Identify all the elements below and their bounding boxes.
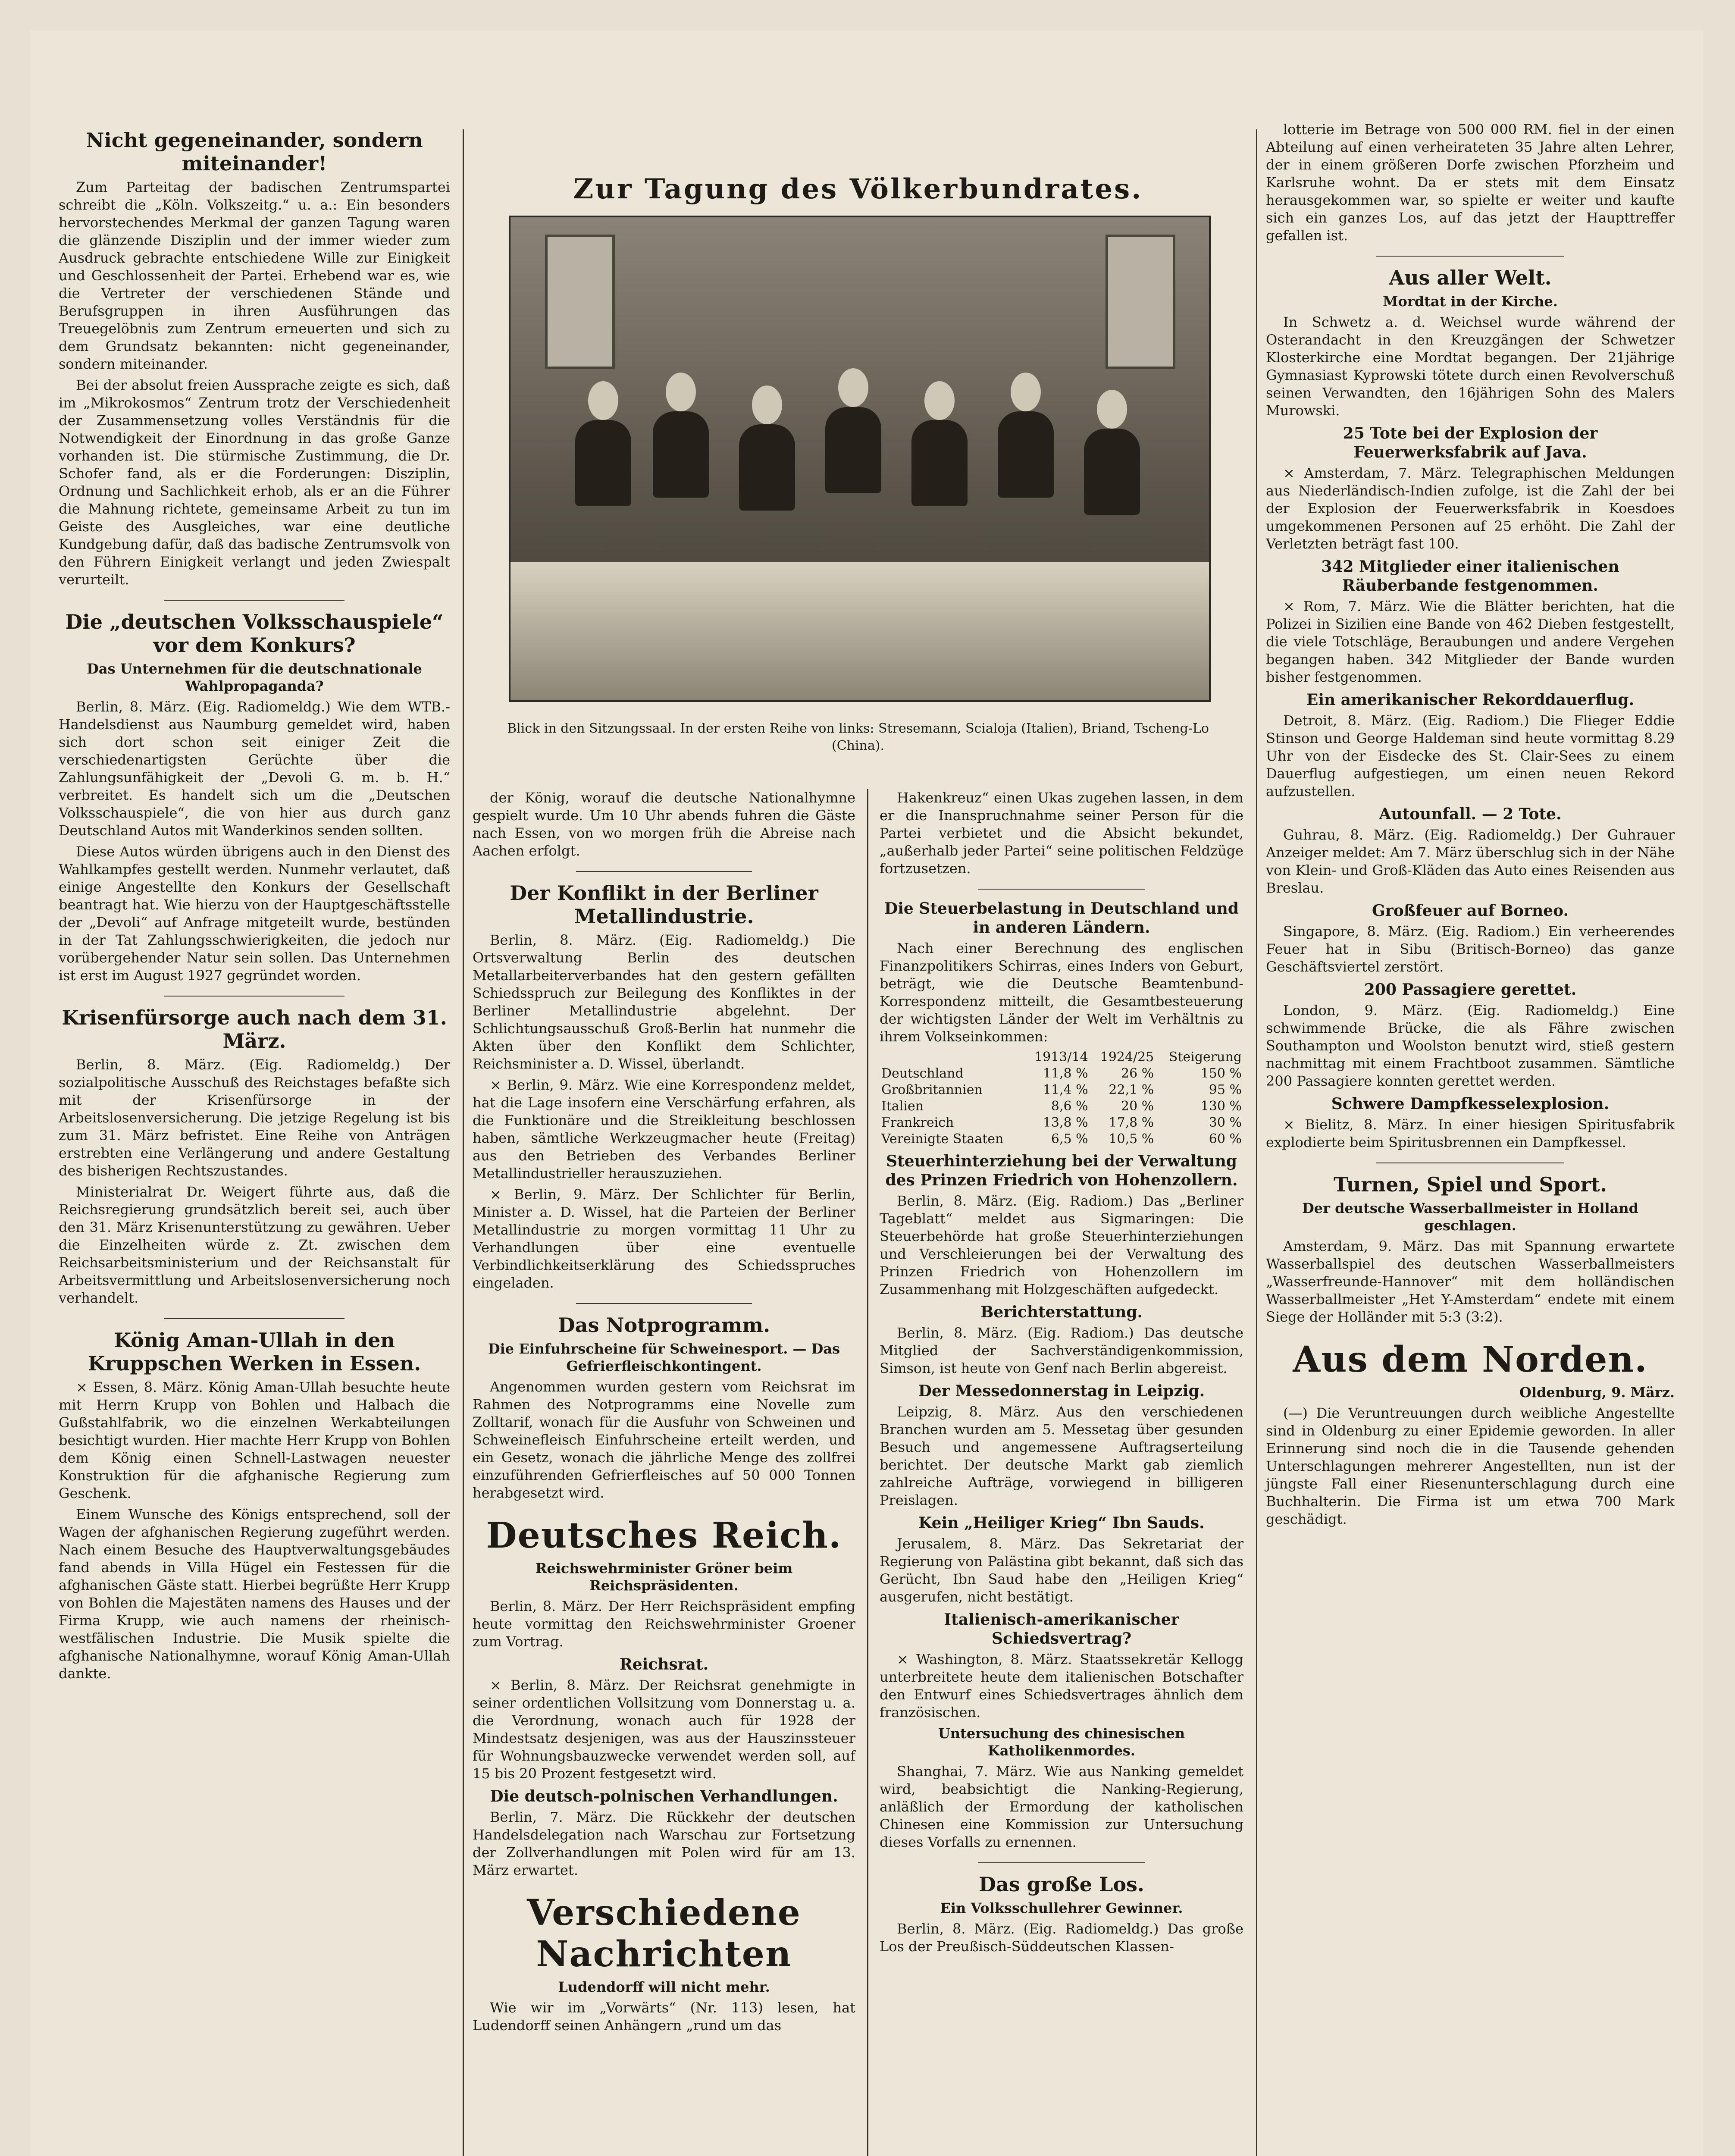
section-title: Aus aller Welt. [1389, 266, 1552, 289]
table-cell: 60 % [1209, 1131, 1242, 1147]
article-paragraph: × Rom, 7. März. Wie die Blätter berichten, hat die Polizei in Sizilien eine Bande von 462 Dieben festgestellt, die viele Totschläge, Beraubungen und andere Vergehen begangen haben. 342 Mitglieder der Bande wurden bisher festgenommen. [1266, 598, 1675, 685]
article-title: Untersuchung des chinesischen Katholikenmordes. [938, 1725, 1185, 1759]
article-paragraph: Guhrau, 8. März. (Eig. Radiomeldg.) Der Guhrauer Anzeiger meldet: Am 7. März überschlug sich in der Nähe von Klein- und Groß-Kläden das Auto eines Reisenden aus Breslau. [1266, 827, 1675, 896]
table-cell: 11,4 % [1043, 1082, 1088, 1097]
article-paragraph: Singapore, 8. März. (Eig. Radiom.) Ein verheerendes Feuer hat in Sibu (Britisch-Borneo) das ganze Geschäftsviertel zerstört. [1266, 923, 1675, 975]
divider [1376, 256, 1564, 257]
article-paragraph: × Bielitz, 8. März. In einer hiesigen Spiritusfabrik explodierte beim Spiritusbrennen ein Dampfkessel. [1266, 1116, 1675, 1150]
photo-caption: Blick in den Sitzungssaal. In der ersten Reihe von links: Stresemann, Scialoja (Italien), Briand, Tscheng-Lo (China). [507, 721, 1209, 753]
table-header-row [880, 1049, 1243, 1065]
article-paragraph: Berlin, 8. März. (Eig. Radiomeldg.) Der sozialpolitische Ausschuß des Reichstages befaßte sich mit der Krisenfürsorge in der Arbeitslosenversicherung. Die jetzige Regelung ist bis zum 31. März befristet. Eine Reihe von Anträgen erstrebten eine Verlängerung und andere Gestaltung des bisherigen Rechtszustandes. [59, 1056, 450, 1179]
article-paragraph: Zum Parteitag der badischen Zentrumspartei schreibt die „Köln. Volkszeitg.“ u. a.: Ein besonders hervorstechendes Merkmal der ganzen Tagung waren die glänzende Disziplin und der immer wieder zum Ausdruck gebrachte entschiedene Wille zur Einigkeit und Geschlossenheit der Partei. Erhebend war es, wie die Vertreter der verschiedenen Stände und Berufsgruppen in ihren Ausführungen das Treuegelöbnis zum Zentrum erneuerten und sich zu dem Grundsatz bekannten: nicht gegeneinander, sondern miteinander. [59, 179, 450, 372]
article-paragraph: Nach einer Berechnung des englischen Finanzpolitikers Schirras, eines Inders von Geburt, beträgt, wie die Deutsche Beamtenbund-Korrespondenz mitteilt, die Gesamtbesteuerung der wichtigsten Länder der Welt im Verhältnis zu ihrem Volkseinkommen: [880, 940, 1243, 1045]
article-paragraph: Berlin, 8. März. (Eig. Radiomeldg.) Die Ortsverwaltung Berlin des deutschen Metallarbeiterverbandes hat den gestern gefällten Schiedsspruch zur Beilegung des Konfliktes in der Berliner Metallindustrie abgelehnt. Der Schlichtungsausschuß Groß-Berlin hat nunmehr die Akten über den Konflikt dem Schlichter, Reichsminister a. D. Wissel, überlandt. [473, 932, 855, 1072]
table-cell: 26 % [1121, 1066, 1154, 1081]
table-cell: 8,6 % [1051, 1099, 1088, 1114]
tax-table [880, 1049, 1243, 1147]
column-middle-left [461, 789, 867, 2156]
table-cell: Großbritannien [881, 1082, 983, 1097]
article-subheading: Die deutsch-polnischen Verhandlungen. [490, 1787, 838, 1805]
table-cell: 95 % [1209, 1082, 1242, 1097]
divider [164, 600, 344, 601]
section-title: Turnen, Spiel und Sport. [1333, 1173, 1607, 1196]
table-header-cell: 1924/25 [1100, 1050, 1154, 1065]
column-middle [461, 30, 1255, 2156]
article-title: Großfeuer auf Borneo. [1372, 902, 1569, 920]
article-title: Krisenfürsorge auch nach dem 31. März. [62, 1006, 447, 1053]
article-title: Steuerhinterziehung bei der Verwaltung des Prinzen Friedrich von Hohenzollern. [885, 1152, 1238, 1189]
divider [164, 1318, 344, 1319]
article-paragraph: Amsterdam, 9. März. Das mit Spannung erwartete Wasserballspiel des deutschen Wasserballmeisters „Wasserfreunde-Hannover“ mit dem holländischen Wasserballmeister „Het Y-Amsterdam“ endete mit einem Siege der Holländer mit 5:3 (3:2). [1266, 1238, 1675, 1325]
article-paragraph: × Berlin, 8. März. Der Reichsrat genehmigte in seiner ordentlichen Vollsitzung vom Donnerstag u. a. die Verordnung, wonach auch für 1928 der Mindestsatz desjenigen, was aus der Hauszinssteuer für Wohnungsbauzwecke verwendet werden soll, auf 15 bis 20 Prozent festgesetzt wird. [473, 1677, 855, 1782]
article-paragraph: Bei der absolut freien Aussprache zeigte es sich, daß im „Mikrokosmos“ Zentrum trotz der Verschiedenheit der Zusammensetzung volles Verständnis für die Notwendigkeit der Einordnung in das große Ganze vorhanden ist. Die stürmische Zustimmung, die Dr. Schofer fand, als er die Forderungen: Disziplin, Ordnung und Sachlichkeit erhob, als er an die Führer die Mahnung richtete, gemeinsame Arbeit zu tun im Geiste des Ausgleiches, war eine deutliche Kundgebung dafür, daß das badische Zentrumsvolk von den Führern Einigkeit verlangt und jeden Zwiespalt verurteilt. [59, 377, 450, 588]
article-paragraph: Berlin, 8. März. Der Herr Reichspräsident empfing heute vormittag den Reichswehrminister Groener zum Vortrag. [473, 1598, 855, 1650]
table-cell: 6,5 % [1051, 1131, 1088, 1147]
article-subtitle: Reichswehrminister Gröner beim Reichspräsidenten. [535, 1560, 793, 1594]
article-subtitle: Die Einfuhrscheine für Schweinesport. — Das Gefrierfleischkontingent. [488, 1341, 840, 1374]
article-subtitle: Der deutsche Wasserballmeister in Holland geschlagen. [1302, 1200, 1639, 1234]
table-cell: 150 % [1200, 1066, 1242, 1081]
divider [576, 871, 752, 872]
article-title: Nicht gegeneinander, sondern miteinander! [86, 128, 423, 175]
newspaper-page [30, 30, 1703, 2156]
column-rule [867, 789, 868, 2156]
dateline: Oldenburg, 9. März. [1519, 1384, 1675, 1401]
table-row [880, 1115, 1243, 1131]
table-cell: 130 % [1200, 1099, 1242, 1114]
column-right [1255, 121, 1686, 2156]
table-cell: 11,8 % [1043, 1066, 1088, 1081]
article-subtitle: Ein Volksschullehrer Gewinner. [940, 1900, 1183, 1916]
article-paragraph: Wie wir im „Vorwärts“ (Nr. 113) lesen, hat Ludendorff seinen Anhängern „rund um das [473, 1999, 855, 2034]
article-paragraph: Angenommen wurden gestern vom Reichsrat im Rahmen des Notprogramms eine Novelle zum Zolltarif, wonach für die Ausfuhr von Schweinen und Schweinefleisch Einfuhrscheine erteilt werden, und ein Gesetz, wonach die jährliche Menge des zollfrei einzuführenden Gefrierfleisches auf 50 000 Tonnen herabgesetzt wird. [473, 1379, 855, 1501]
article-title: Das große Los. [979, 1873, 1144, 1896]
article-subtitle: Das Unternehmen für die deutschnationale Wahlpropaganda? [87, 661, 422, 694]
divider [164, 996, 344, 997]
table-row [880, 1131, 1243, 1147]
article-paragraph: Berlin, 8. März. (Eig. Radiomeldg.) Wie dem WTB.-Handelsdienst aus Naumburg gemeldet wird, haben sich dort schon seit einiger Zeit die verschiedenartigsten Gerüchte über die Zahlungsunfähigkeit der „Devoli G. m. b. H.“ verbreitet. Es handelt sich um die „Deutschen Volksschauspiele“, die von hier aus durch ganz Deutschland Autos mit Wanderkinos senden sollten. [59, 699, 450, 839]
article-paragraph: London, 9. März. (Eig. Radiomeldg.) Eine schwimmende Brücke, die als Fähre zwischen Southampton und Woolston benutzt wird, stieß gestern nachmittag mit einem Frachtboot zusammen. Sämtliche 200 Passagiere konnten gerettet werden. [1266, 1002, 1675, 1089]
article-paragraph: × Washington, 8. März. Staatssekretär Kellogg unterbreitete heute dem italienischen Botschafter den Entwurf eines Schiedsvertrages ähnlich dem französischen. [880, 1651, 1243, 1720]
article-paragraph: Hakenkreuz“ einen Ukas zugehen lassen, in dem er die Inanspruchnahme seiner Person für die Partei verbietet und die Absicht bekundet, „außerhalb jeder Partei“ seine politischen Feldzüge fortzusetzen. [880, 790, 1243, 877]
table-cell: 30 % [1209, 1115, 1242, 1130]
article-title: Die Steuerbelastung in Deutschland und in anderen Ländern. [884, 899, 1239, 937]
table-header-cell: Steigerung [1168, 1050, 1242, 1065]
article-subtitle: Ludendorff will nicht mehr. [558, 1979, 770, 1995]
article-title: Kein „Heiliger Krieg“ Ibn Sauds. [918, 1514, 1205, 1532]
table-cell: 20 % [1121, 1099, 1154, 1114]
article-paragraph: Leipzig, 8. März. Aus den verschiedenen Branchen wurden am 5. Messetag über gesunden Besuch und angemessene Auftragserteilung berichtet. Der deutsche Markt gab ziemlich zahlreiche Aufträge, vorwiegend in billigeren Preislagen. [880, 1404, 1243, 1508]
table-cell: Deutschland [881, 1066, 964, 1081]
column-left [47, 121, 461, 2156]
article-title: 200 Passagiere gerettet. [1364, 981, 1577, 999]
article-paragraph: Berlin, 8. März. (Eig. Radiomeldg.) Das große Los der Preußisch-Süddeutschen Klassen- [880, 1921, 1243, 1955]
article-title: Ein amerikanischer Rekorddauerflug. [1306, 691, 1635, 709]
table-cell: 13,8 % [1043, 1115, 1088, 1130]
page-headline: Zur Tagung des Völkerbundrates. [573, 173, 1143, 205]
section-title: Verschiedene Nachrichten [527, 1892, 801, 1975]
section-title: Aus dem Norden. [1293, 1339, 1648, 1380]
article-title: Italienisch-amerikanischer Schiedsvertrag? [944, 1611, 1179, 1648]
article-paragraph: Detroit, 8. März. (Eig. Radiom.) Die Flieger Eddie Stinson und George Haldeman sind heute vormittag 8.29 Uhr von der Eisdecke des St. Clair-Sees zu einem Dauerflug aufgestiegen, um einen neuen Rekord aufzustellen. [1266, 712, 1675, 799]
table-cell: Italien [881, 1099, 924, 1114]
table-row [880, 1082, 1243, 1098]
table-cell: Frankreich [881, 1115, 954, 1130]
divider [576, 1303, 752, 1304]
column-middle-right [868, 789, 1255, 2156]
article-paragraph: Jerusalem, 8. März. Das Sekretariat der Regierung von Palästina gibt bekannt, daß sich das Gerücht, Ibn Saud habe den „Heiligen Krieg“ ausgerufen, nicht bestätigt. [880, 1536, 1243, 1605]
table-cell: Vereinigte Staaten [881, 1131, 1004, 1147]
article-subheading: Reichsrat. [619, 1655, 709, 1673]
article-title: Der Messedonnerstag in Leipzig. [918, 1382, 1205, 1400]
article-title: 25 Tote bei der Explosion der Feuerwerksfabrik auf Java. [1343, 424, 1598, 461]
article-paragraph: Berlin, 8. März. (Eig. Radiom.) Das deutsche Mitglied der Sachverständigenkommission, Simson, ist heute von Genf nach Berlin abgereist. [880, 1325, 1243, 1376]
article-paragraph: Shanghai, 7. März. Wie aus Nanking gemeldet wird, beabsichtigt die Nanking-Regierung, anläßlich der Ermordung der katholischen Chinesen eine Kommission zur Untersuchung dieses Vorfalls zu ernennen. [880, 1763, 1243, 1850]
article-paragraph: Einem Wunsche des Königs entsprechend, soll der Wagen der afghanischen Regierung zugeführt werden. Nach einem Besuche des Hauptverwaltungsgebäudes fand abends in Villa Hügel ein Festessen für die afghanischen Gäste statt. Hierbei begrüßte Herr Krupp von Bohlen die Majestäten namens des Hauses und der Firma Krupp, wie auch namens der rheinisch-westfälischen Industrie. Die Musik spielte die afghanische Nationalhymne, worauf König Aman-Ullah dankte. [59, 1506, 450, 1682]
article-paragraph: × Essen, 8. März. König Aman-Ullah besuchte heute mit Herrn Krupp von Bohlen und Halbach die Gußstahlfabrik, wo die einzelnen Werkabteilungen besichtigt wurden. Hier machte Herr Krupp von Bohlen dem König einen Schnell-Lastwagen neuester Konstruktion für die afghanische Regierung zum Geschenk. [59, 1379, 450, 1501]
table-cell: 22,1 % [1109, 1082, 1154, 1097]
table-header-cell [880, 1049, 1024, 1065]
article-title: 342 Mitglieder einer italienischen Räuberbande festgenommen. [1321, 558, 1619, 595]
article-paragraph: lotterie im Betrage von 500 000 RM. fiel in der einen Abteilung auf einen verheirateten 35 Jahre alten Lehrer, der in einem größeren Dorfe zwischen Pforzheim und Karlsruhe wohnt. Da er stets mit dem Einsatz herausgekommen war, so spielte er weiter und kaufte sich ein ganzes Los, auf das jetzt der Haupttreffer gefallen ist. [1266, 121, 1675, 244]
article-paragraph: In Schwetz a. d. Weichsel wurde während der Osterandacht in den Kreuzgängen der Schwetzer Klosterkirche eine Mordtat begangen. Der 21jährige Gymnasiast Kyprowski tötete durch einen Revolverschuß seinen Verwandten, den 16jährigen Sohn des Malers Murowski. [1266, 314, 1675, 419]
table-row [880, 1098, 1243, 1115]
article-paragraph: × Amsterdam, 7. März. Telegraphischen Meldungen aus Niederländisch-Indien zufolge, ist die Zahl der bei der Explosion der Feuerwerksfabrik in Koesdoes umgekommenen Personen auf 25 erhöht. Die Zahl der Verletzten beträgt fast 100. [1266, 465, 1675, 552]
divider [978, 1862, 1145, 1863]
article-title: Das Notprogramm. [557, 1313, 770, 1337]
article-paragraph: Berlin, 8. März. (Eig. Radiom.) Das „Berliner Tageblatt“ meldet aus Sigmaringen: Die Steuerbehörde hat große Steuerhinterziehungen und Verschleierungen bei der Verwaltung des Prinzen Friedrich von Hohenzollern im Zusammenhang mit Holzgeschäften aufgedeckt. [880, 1193, 1243, 1297]
article-paragraph: (—) Die Veruntreuungen durch weibliche Angestellte sind in Oldenburg zu einer Epidemie geworden. In aller Erinnerung sind noch die in die Tausende gehenden Unterschlagungen mehrerer Angestellten, nun ist der jüngste Fall einer Riesenunterschlagung durch eine Buchhalterin. Die Firma ist um etwa 700 Mark geschädigt. [1266, 1405, 1675, 1527]
article-title: Schwere Dampfkesselexplosion. [1331, 1095, 1610, 1113]
middle-subcolumns [461, 789, 1255, 2156]
table-row [880, 1065, 1243, 1082]
table-cell: 10,5 % [1109, 1131, 1154, 1147]
article-paragraph: × Berlin, 9. März. Der Schlichter für Berlin, Minister a. D. Wissel, hat die Parteien der Berliner Metallindustrie zu morgen vormittag 11 Uhr zu Verhandlungen über eine eventuelle Verbindlichkeitserklärung des Schiedsspruches eingeladen. [473, 1186, 855, 1291]
article-paragraph: Berlin, 7. März. Die Rückkehr der deutschen Handelsdelegation nach Warschau zur Fortsetzung der Zollverhandlungen mit Polen wird für am 13. März erwartet. [473, 1809, 855, 1878]
article-paragraph: der König, worauf die deutsche Nationalhymne gespielt wurde. Um 10 Uhr abends fuhren die Gäste nach Essen, von wo morgen früh die Abreise nach Aachen erfolgt. [473, 790, 855, 859]
article-paragraph: Ministerialrat Dr. Weigert führte aus, daß die Reichsregierung grundsätzlich bereit sei, auch über den 31. März Krisenunterstützung zu gewähren. Ueber die Einzelheiten würde z. Zt. zwischen dem Reichsarbeitsministerium und der Reichsanstalt für Arbeitsvermittlung und Arbeitslosenversicherung noch verhandelt. [59, 1184, 450, 1306]
article-title: König Aman-Ullah in den Kruppschen Werken in Essen. [88, 1329, 421, 1375]
article-paragraph: × Berlin, 9. März. Wie eine Korrespondenz meldet, hat die Lage insofern eine Verschärfung erfahren, als die Funktionäre und die Streikleitung beschlossen haben, sämtliche Werkzeugmacher heute (Freitag) aus den Betrieben des Verbandes Berliner Metallindustrieller herauszuziehen. [473, 1077, 855, 1181]
article-title: Autounfall. — 2 Tote. [1379, 805, 1562, 823]
article-paragraph: Diese Autos würden übrigens auch in den Dienst des Wahlkampfes gestellt werden. Nunmehr verlautet, daß einige Angestellte den Konkurs der Gesellschaft beantragt hat. Wie hierzu von der Hauptgeschäftsstelle der „Devoli“ auf Anfrage mitgeteilt wurde, bestünden in der Tat Zahlungsschwierigkeiten, die jedoch nur vorübergehender Natur sein sollen. Das Unternehmen ist erst im August 1927 gegründet worden. [59, 843, 450, 984]
article-title: Die „deutschen Volksschauspiele“ vor dem Konkurs? [65, 610, 444, 657]
section-title: Deutsches Reich. [486, 1515, 842, 1556]
divider [978, 889, 1145, 890]
article-subtitle: Mordtat in der Kirche. [1383, 293, 1558, 310]
table-cell: 17,8 % [1109, 1115, 1154, 1130]
table-header-cell: 1913/14 [1034, 1050, 1088, 1065]
article-title: Berichterstattung. [980, 1303, 1143, 1321]
article-title: Der Konflikt in der Berliner Metallindustrie. [510, 881, 818, 928]
